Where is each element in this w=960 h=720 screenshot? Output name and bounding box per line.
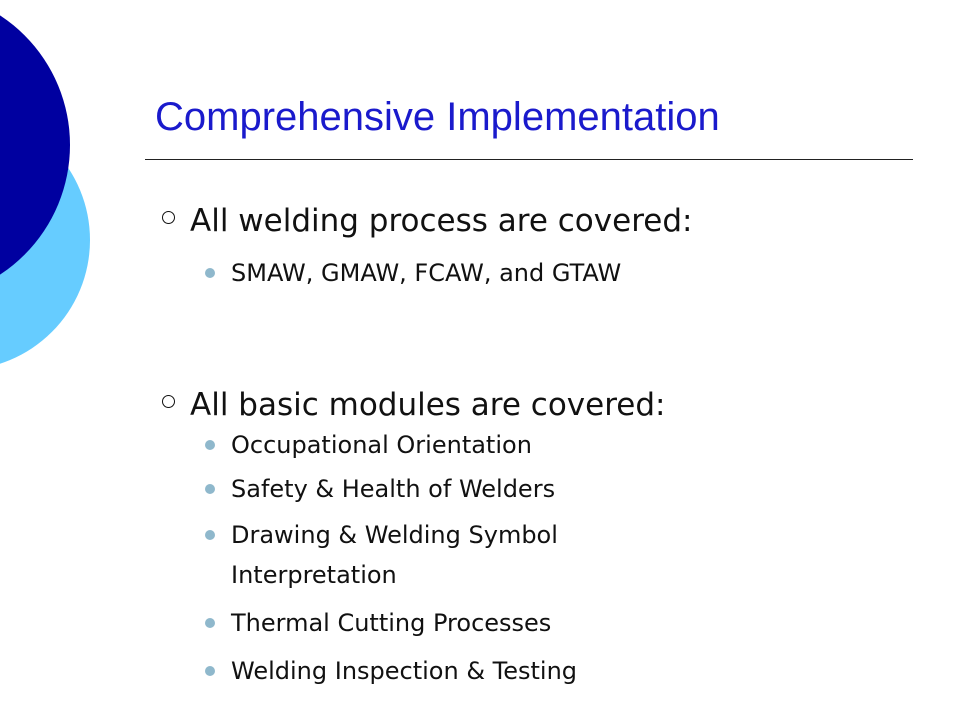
bullet-dot-icon (205, 618, 215, 628)
slide-title: Comprehensive Implementation (155, 95, 720, 139)
bullet-dot-icon (205, 530, 215, 540)
bullet-dot-icon (205, 268, 215, 278)
hollow-circle-bullet-icon (162, 395, 175, 408)
hollow-circle-bullet-icon (162, 211, 175, 224)
section-heading: All basic modules are covered: (190, 387, 666, 423)
list-item-label: SMAW, GMAW, FCAW, and GTAW (231, 259, 622, 287)
list-item-label: Safety & Health of Welders (231, 475, 556, 503)
bullet-dot-icon (205, 440, 215, 450)
list-item-label: Interpretation (231, 561, 397, 589)
list-item-label: Occupational Orientation (231, 431, 532, 459)
list-item-label: Welding Inspection & Testing (231, 657, 578, 685)
bullet-dot-icon (205, 666, 215, 676)
bullet-dot-icon (205, 484, 215, 494)
section-heading: All welding process are covered: (190, 203, 693, 239)
list-item-label: Thermal Cutting Processes (231, 609, 552, 637)
title-divider (145, 159, 913, 160)
list-item-label: Drawing & Welding Symbol (231, 521, 558, 549)
